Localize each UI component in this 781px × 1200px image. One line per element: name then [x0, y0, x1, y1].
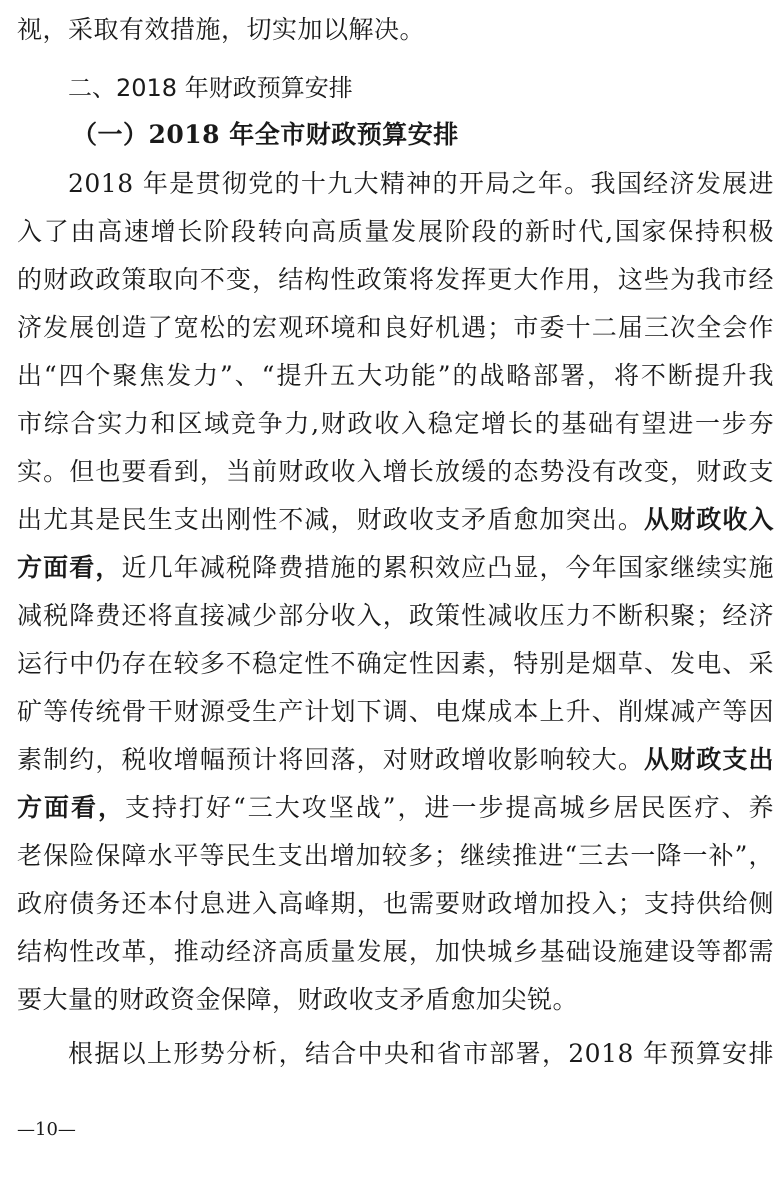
paragraph-line: 老保险保障水平等民生支出增加较多；继续推进“三去一降一补”， — [17, 841, 774, 870]
paragraph-line: 入了由高速增长阶段转向高质量发展阶段的新时代,国家保持积极 — [17, 217, 774, 246]
subsection-heading: （一）2018 年全市财政预算安排 — [72, 120, 459, 149]
bold-phrase: 从财政收入 — [643, 505, 774, 534]
text-span: 出尤其是民生支出刚性不减，财政收支矛盾愈加突出。 — [17, 505, 644, 534]
section-heading: 二、2018 年财政预算安排 — [68, 74, 353, 102]
paragraph-line — [17, 742, 774, 778]
paragraph-line: 矿等传统骨干财源受生产计划下调、电煤成本上升、削煤减产等因 — [17, 697, 774, 726]
bold-phrase: 从财政支出 — [643, 745, 774, 774]
paragraph-line: 视，采取有效措施，切实加以解决。 — [17, 15, 426, 44]
paragraph-line: 市综合实力和区域竞争力,财政收入稳定增长的基础有望进一步夯 — [17, 409, 774, 438]
paragraph-line: 根据以上形势分析，结合中央和省市部署，2018 年预算安排 — [68, 1039, 774, 1068]
text-span: 支持打好“三大攻坚战”，进一步提高城乡居民医疗、养 — [125, 793, 774, 822]
paragraph-line: 的财政政策取向不变，结构性政策将发挥更大作用，这些为我市经 — [17, 265, 774, 294]
paragraph-line: 要大量的财政资金保障，财政收支矛盾愈加尖锐。 — [17, 985, 579, 1014]
paragraph-line: 减税降费还将直接减少部分收入，政策性减收压力不断积聚；经济 — [17, 601, 774, 630]
paragraph-line — [17, 790, 774, 826]
paragraph-line: 政府债务还本付息进入高峰期，也需要财政增加投入；支持供给侧 — [17, 889, 774, 918]
paragraph-line: 2018 年是贯彻党的十九大精神的开局之年。我国经济发展进 — [68, 169, 774, 198]
bold-phrase: 方面看， — [17, 793, 125, 822]
page-number: —10— — [17, 1119, 76, 1140]
paragraph-line — [17, 502, 774, 538]
paragraph-line: 结构性改革，推动经济高质量发展，加快城乡基础设施建设等都需 — [17, 937, 774, 966]
paragraph-line: 出“四个聚焦发力”、“提升五大功能”的战略部署，将不断提升我 — [17, 361, 774, 390]
paragraph-line: 运行中仍存在较多不稳定性不确定性因素，特别是烟草、发电、采 — [17, 649, 774, 678]
paragraph-line: 济发展创造了宽松的宏观环境和良好机遇；市委十二届三次全会作 — [17, 313, 774, 342]
text-span: 素制约，税收增幅预计将回落，对财政增收影响较大。 — [17, 745, 644, 774]
paragraph-line: 实。但也要看到，当前财政收入增长放缓的态势没有改变，财政支 — [17, 457, 774, 486]
text-span: 近几年减税降费措施的累积效应凸显，今年国家继续实施 — [121, 553, 774, 582]
bold-phrase: 方面看， — [17, 553, 122, 582]
paragraph-line — [17, 550, 774, 586]
